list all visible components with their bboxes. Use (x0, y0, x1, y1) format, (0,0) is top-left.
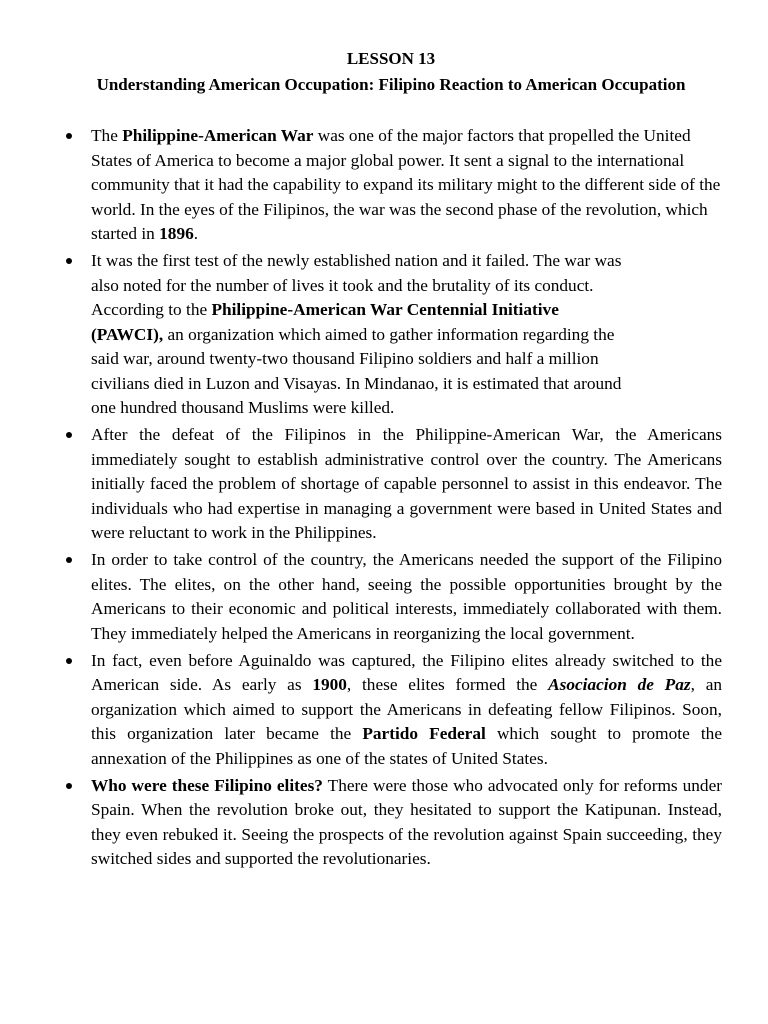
bullet-text: According to the (91, 300, 212, 319)
bullet-text: was one of the major factors that propelled the United States of America to become a major global power. It sent a signal to the international community that it had the capability to expand its military might to the different side of the world. In the eyes of the Filipinos, the war was the second phase of the revolution, which started in (91, 126, 721, 243)
bullet-text: The (91, 126, 123, 145)
bullet-item (60, 249, 722, 421)
lesson-number: LESSON 13 (346, 49, 436, 68)
bullet-list (60, 124, 722, 874)
bullet-text: an organization which aimed to gather information regarding the (163, 324, 615, 344)
bold-term: Philippine-American War Centennial Initiative (211, 300, 559, 319)
bullet-item (60, 774, 722, 872)
bullet-text: which sought to promote the annexation of the Philippines as one of the states of United States. (91, 724, 722, 768)
bullet-icon (66, 258, 72, 264)
bullet-text: In order to take control of the country, the Americans needed the support of the Filipino elites. The elites, on the other hand, seeing the possible opportunities brought by the Americans to their economic and political interests, immediately collaborated with them. They immediately helped the Americans in reorganizing the local government. (91, 550, 722, 643)
bullet-line: civilians died in Luzon and Visayas. In Mindanao, it is estimated that around (91, 373, 622, 393)
bullet-line: also noted for the number of lives it took and the brutality of its conduct. (91, 275, 594, 295)
bullet-line: It was the first test of the newly established nation and it failed. The war was (91, 251, 622, 270)
bold-term: (PAWCI), (91, 324, 164, 344)
bullet-icon (66, 133, 72, 139)
bold-term: Philippine-American War (122, 126, 314, 145)
bullet-line: said war, around twenty-two thousand Filipino soldiers and half a million (91, 349, 599, 368)
bullet-text: , an organization which aimed to support the Americans in defeating fellow Filipinos. Soon, this organization later became the (91, 675, 723, 743)
bold-term: Who were these Filipino elites? (91, 775, 323, 795)
bullet-item (60, 423, 722, 546)
bullet-item (60, 124, 722, 247)
bullet-icon (66, 557, 72, 563)
bullet-icon (66, 658, 72, 664)
bullet-text: In fact, even before Aguinaldo was captured, the Filipino elites already switched to the American side. As early as (91, 650, 722, 694)
bold-term: 1900 (312, 675, 347, 694)
page-title: Understanding American Occupation: Filipino Reaction to American Occupation (96, 75, 686, 94)
bullet-text: . (193, 224, 199, 243)
bullet-item (60, 548, 722, 646)
bullet-text: There were those who advocated only for reforms under Spain. When the revolution broke out, they hesitated to support the Katipunan. Instead, they even rebuked it. Seeing the prospects of the revolution against Spain succeeding, they switched sides and supported the revolutionaries. (91, 775, 722, 868)
bullet-text: , these elites formed the (346, 675, 549, 694)
bold-italic-term: Asociacion de Paz (548, 675, 691, 694)
bold-term: 1896 (159, 224, 194, 243)
bullet-icon (66, 432, 72, 438)
bullet-line (91, 298, 722, 323)
bullet-line: one hundred thousand Muslims were killed. (91, 398, 395, 417)
bullet-line (91, 323, 722, 348)
bullet-icon (66, 783, 72, 789)
bullet-text: After the defeat of the Filipinos in the Philippine-American War, the Americans immediately sought to establish administrative control over the country. The Americans initially faced the problem of shortage of capable personnel to assist in this endeavor. The individuals who had expertise in managing a government were based in United States and were reluctant to work in the Philippines. (91, 425, 722, 542)
bold-term: Partido Federal (362, 724, 486, 743)
bullet-item (60, 649, 722, 772)
